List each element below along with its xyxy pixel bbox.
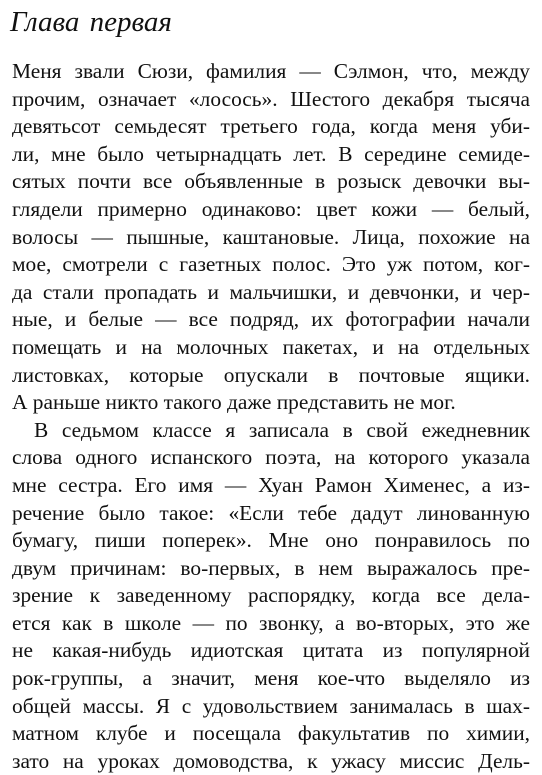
text-line: глядели примерно одинаково: цвет кожи — белый, (12, 196, 530, 221)
text-line: бумагу, пиши поперек». Мне оно понравилось по (12, 528, 530, 553)
text-line: В седьмом классе я записала в свой ежедневник (34, 417, 530, 442)
text-line: слова одного испанского поэта, на которого указала (12, 445, 530, 470)
text-line: зрение к заведенному распорядку, когда все дела- (12, 583, 530, 608)
text-line: двум причинам: во-первых, в нем выражалось пре- (12, 555, 530, 580)
text-line: ные, и белые — все подряд, их фотографии начали (12, 307, 530, 332)
text-line: сятых почти все объявленные в розыск девочки вы- (12, 169, 530, 194)
chapter-title: Глава первая (10, 6, 172, 38)
text-body (12, 58, 530, 775)
text-line: прочим, означает «лосось». Шестого декабря тысяча (12, 86, 530, 111)
text-line: матном клубе и посещала факультатив по химии, (12, 721, 530, 746)
text-line: листовках, которые опускали в почтовые ящики. (12, 362, 530, 387)
text-line: общей массы. Я с удовольствием занималась в шах- (12, 693, 530, 718)
text-line: А раньше никто такого даже представить не мог. (12, 390, 456, 415)
text-line: мне сестра. Его имя — Хуан Рамон Хименес, а из- (12, 472, 530, 497)
paragraph-2 (12, 417, 530, 775)
text-line: ется как в школе — по звонку, а во-вторых, это же (12, 610, 530, 635)
text-line: мое, смотрели с газетных полос. Это уж потом, ког- (12, 252, 530, 277)
text-line: не какая-нибудь идиотская цитата из популярной (12, 638, 530, 663)
text-line: да стали пропадать и мальчишки, и девчонки, и чер- (12, 279, 530, 304)
text-line: помещать и на молочных пакетах, и на отдельных (12, 334, 530, 359)
text-line: Меня звали Сюзи, фамилия — Сэлмон, что, между (12, 59, 530, 83)
text-line: девятьсот семьдесят третьего года, когда меня уби- (12, 114, 530, 139)
text-line: рок-группы, а значит, меня кое-что выделяло из (12, 666, 530, 691)
text-line: волосы — пышные, каштановые. Лица, похожие на (12, 224, 530, 249)
text-line: зато на уроках домоводства, к ужасу миссис Дель- (12, 748, 530, 773)
paragraph-1 (12, 58, 530, 417)
text-line: ли, мне было четырнадцать лет. В середине семиде- (12, 141, 530, 166)
text-line: речение было такое: «Если тебе дадут линованную (12, 500, 530, 525)
